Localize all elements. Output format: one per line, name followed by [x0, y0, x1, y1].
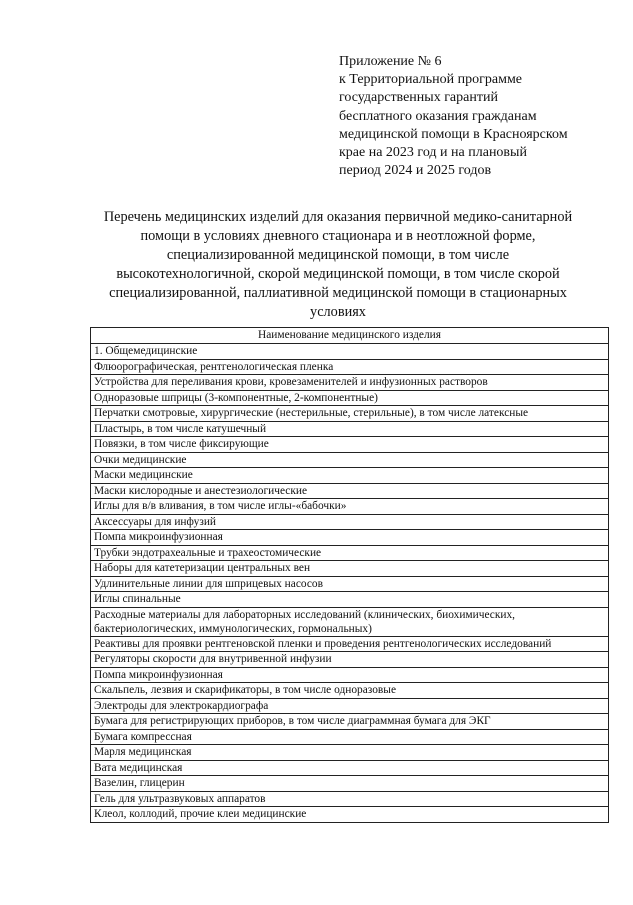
item-name-cell: Наборы для катетеризации центральных вен	[91, 561, 609, 577]
table-row	[91, 576, 609, 592]
item-name-cell: Вазелин, глицерин	[91, 776, 609, 792]
appendix-line: Приложение № 6	[339, 54, 442, 69]
item-name-cell: Иглы спинальные	[91, 592, 609, 608]
item-name-cell: Помпа микроинфузионная	[91, 667, 609, 683]
item-name-cell: Расходные материалы для лабораторных исследований (клинических, биохимических, бактериологических, иммунологических, гормональных)	[91, 607, 609, 636]
table-row	[91, 452, 609, 468]
table-row	[91, 406, 609, 422]
table-row	[91, 437, 609, 453]
item-name-cell: Пластырь, в том числе катушечный	[91, 421, 609, 437]
table-row	[91, 545, 609, 561]
medical-items-table	[90, 327, 609, 823]
item-name-cell: Трубки эндотрахеальные и трахеостомические	[91, 545, 609, 561]
title-line: Перечень медицинских изделий для оказания первичной медико-санитарной	[103, 209, 573, 225]
item-name-cell: Удлинительные линии для шприцевых насосов	[91, 576, 609, 592]
item-name-cell: Бумага для регистрирующих приборов, в том числе диаграммная бумага для ЭКГ	[91, 714, 609, 730]
table-row	[91, 592, 609, 608]
table-row	[91, 530, 609, 546]
table-row	[91, 344, 609, 360]
item-name-cell: Иглы для в/в вливания, в том числе иглы-«бабочки»	[91, 499, 609, 515]
item-name-cell: Электроды для электрокардиографа	[91, 698, 609, 714]
table-row	[91, 683, 609, 699]
table-row	[91, 714, 609, 730]
item-name-cell: Гель для ультразвуковых аппаратов	[91, 791, 609, 807]
item-name-cell: Устройства для переливания крови, кровезаменителей и инфузионных растворов	[91, 375, 609, 391]
table-row	[91, 359, 609, 375]
table-row	[91, 807, 609, 823]
table-row	[91, 468, 609, 484]
appendix-line: к Территориальной программе	[339, 72, 523, 88]
table-row	[91, 561, 609, 577]
appendix-line: медицинской помощи в Красноярском	[339, 126, 568, 142]
table-row	[91, 499, 609, 515]
item-name-cell: Повязки, в том числе фиксирующие	[91, 437, 609, 453]
document-title	[60, 208, 616, 321]
column-header: Наименование медицинского изделия	[91, 328, 609, 344]
item-name-cell: Клеол, коллодий, прочие клеи медицинские	[91, 807, 609, 823]
item-name-cell: 1. Общемедицинские	[91, 344, 609, 360]
table-row	[91, 607, 609, 636]
table-row	[91, 421, 609, 437]
item-name-cell: Бумага компрессная	[91, 729, 609, 745]
table-row	[91, 667, 609, 683]
item-name-cell: Вата медицинская	[91, 760, 609, 776]
table-row	[91, 745, 609, 761]
item-name-cell: Перчатки смотровые, хирургические (нестерильные, стерильные), в том числе латексные	[91, 406, 609, 422]
appendix-line: государственных гарантий	[339, 90, 498, 106]
table-row	[91, 791, 609, 807]
item-name-cell: Марля медицинская	[91, 745, 609, 761]
table-row	[91, 636, 609, 652]
item-name-cell: Маски медицинские	[91, 468, 609, 484]
title-line: высокотехнологичной, скорой медицинской помощи, в том числе скорой	[116, 265, 560, 282]
table-row	[91, 776, 609, 792]
title-line: специализированной, паллиативной медицинской помощи в стационарных	[109, 284, 567, 301]
item-name-cell: Помпа микроинфузионная	[91, 530, 609, 546]
table-body	[91, 344, 609, 823]
item-name-cell: Регуляторы скорости для внутривенной инфузии	[91, 652, 609, 668]
title-line: специализированной медицинской помощи, в том числе	[166, 246, 510, 263]
appendix-note	[339, 53, 619, 180]
table-row	[91, 698, 609, 714]
item-name-cell: Очки медицинские	[91, 452, 609, 468]
appendix-line: крае на 2023 год и на плановый	[339, 145, 527, 161]
table-header-row	[91, 328, 609, 344]
item-name-cell: Одноразовые шприцы (3-компонентные, 2-компонентные)	[91, 390, 609, 406]
table-row	[91, 760, 609, 776]
title-line: помощи в условиях дневного стационара и в неотложной форме,	[140, 227, 536, 244]
table-row	[91, 514, 609, 530]
item-name-cell: Реактивы для проявки рентгеновской пленки и проведения рентгенологических исследований	[91, 636, 609, 652]
table-row	[91, 729, 609, 745]
item-name-cell: Скальпель, лезвия и скарификаторы, в том числе одноразовые	[91, 683, 609, 699]
item-name-cell: Флюорографическая, рентгенологическая пленка	[91, 359, 609, 375]
table-row	[91, 375, 609, 391]
item-name-cell: Аксессуары для инфузий	[91, 514, 609, 530]
table-row	[91, 390, 609, 406]
table-row	[91, 652, 609, 668]
table-row	[91, 483, 609, 499]
appendix-line: бесплатного оказания гражданам	[339, 108, 537, 124]
title-line: условиях	[310, 303, 366, 320]
item-name-cell: Маски кислородные и анестезиологические	[91, 483, 609, 499]
appendix-line: период 2024 и 2025 годов	[339, 163, 492, 179]
